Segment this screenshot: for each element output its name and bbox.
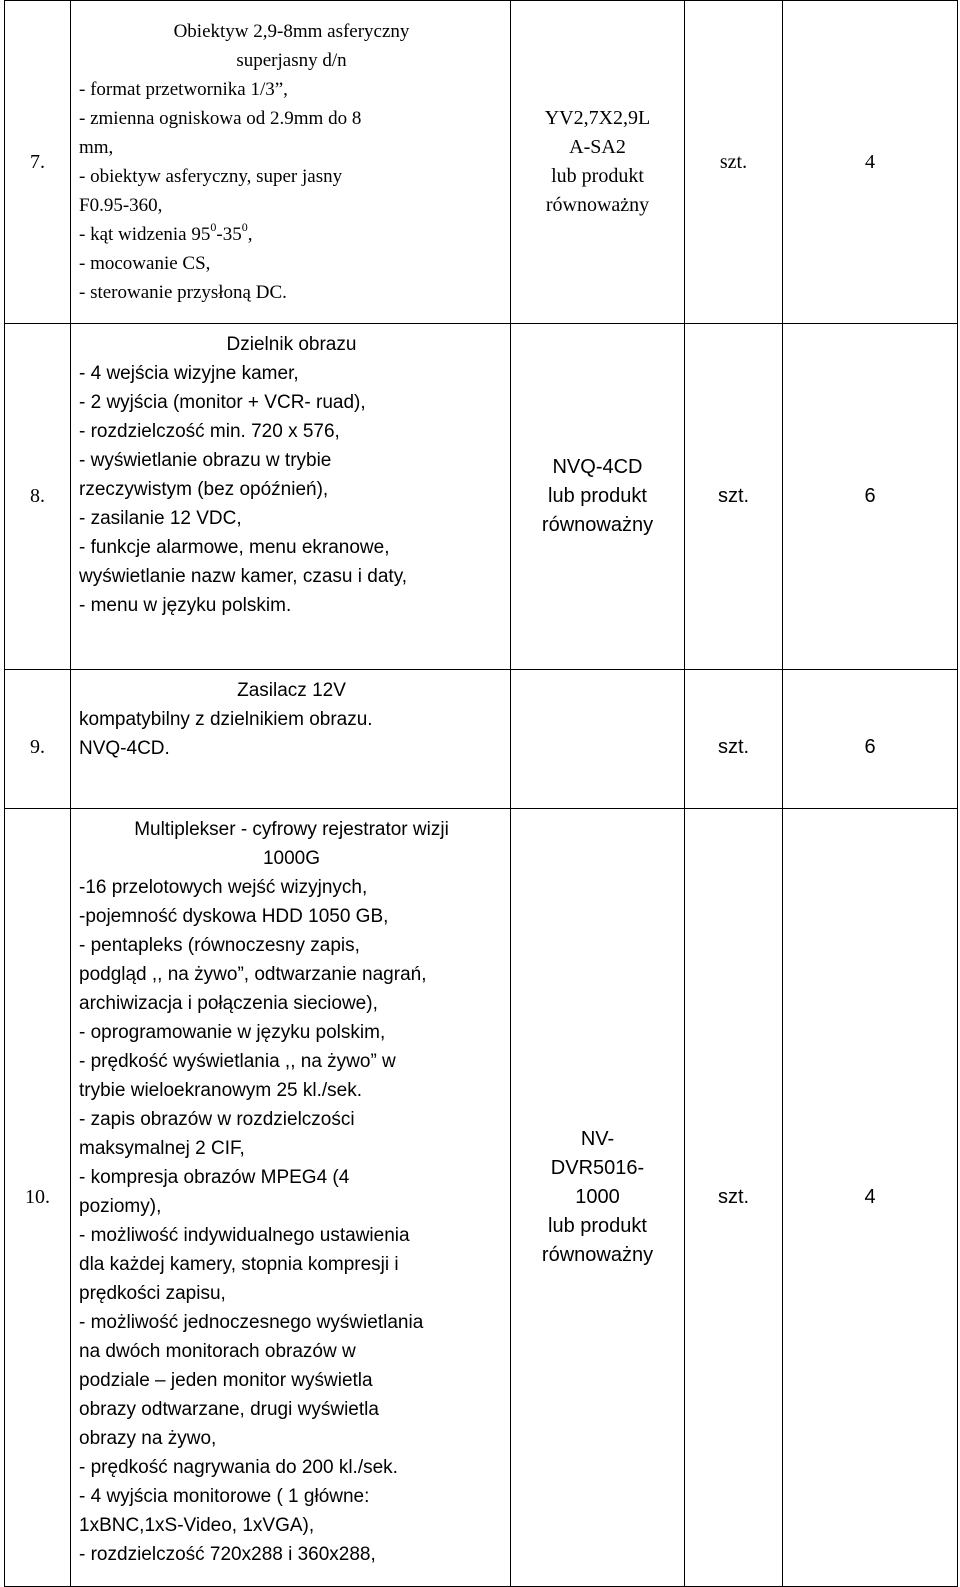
spec-line: podgląd ,, na żywo”, odtwarzanie nagrań,: [79, 964, 427, 985]
item-unit: szt.: [685, 324, 783, 670]
model-line: NVQ-4CD: [552, 456, 643, 478]
spec-line: - prędkość nagrywania do 200 kl./sek.: [79, 1457, 398, 1478]
spec-line: na dwóch monitorach obrazów w: [79, 1341, 356, 1362]
spec-line: - możliwość jednoczesnego wyświetlania: [79, 1312, 424, 1333]
spec-line: obrazy na żywo,: [79, 1428, 217, 1449]
item-model: [511, 324, 685, 670]
item-quantity: 6: [783, 670, 958, 809]
spec-line: trybie wieloekranowym 25 kl./sek.: [79, 1080, 362, 1101]
spec-line: rzeczywistym (bez opóźnień),: [79, 479, 329, 500]
item-description: [71, 1, 511, 324]
angle-end: ,: [247, 224, 253, 245]
description-title-cont: superjasny d/n: [236, 50, 347, 71]
spec-line: - kompresja obrazów MPEG4 (4: [79, 1167, 350, 1188]
model-line: równoważny: [545, 194, 650, 216]
model-line: lub produkt: [548, 1215, 647, 1237]
angle-mid: -35: [216, 224, 242, 245]
item-unit: szt.: [685, 809, 783, 1587]
item-number: 7.: [5, 1, 71, 324]
spec-line: -16 przelotowych wejść wizyjnych,: [79, 877, 368, 898]
spec-line: - format przetwornika 1/3”,: [79, 79, 288, 100]
spec-line: - rozdzielczość min. 720 x 576,: [79, 421, 340, 442]
spec-line: wyświetlanie nazw kamer, czasu i daty,: [79, 566, 408, 587]
description-title: Dzielnik obrazu: [226, 334, 357, 355]
description-title: Zasilacz 12V: [237, 680, 346, 701]
spec-line: - zmienna ogniskowa od 2.9mm do 8: [79, 108, 362, 129]
spec-line: 1xBNC,1xS-Video, 1xVGA),: [79, 1515, 315, 1536]
spec-line-angle: [79, 220, 504, 249]
item-description: [71, 809, 511, 1587]
spec-line: - menu w języku polskim.: [79, 595, 292, 616]
spec-line: - możliwość indywidualnego ustawienia: [79, 1225, 410, 1246]
spec-line: F0.95-360,: [79, 195, 163, 216]
table-row-9: [5, 670, 958, 809]
item-quantity: 6: [783, 324, 958, 670]
spec-line: - sterowanie przysłoną DC.: [79, 282, 287, 303]
spec-line: obrazy odtwarzane, drugi wyświetla: [79, 1399, 379, 1420]
spec-line: - mocowanie CS,: [79, 253, 211, 274]
degree-sup: 0: [241, 220, 248, 234]
specification-table: [4, 0, 958, 1587]
spec-line: NVQ-4CD.: [79, 738, 170, 759]
spec-line: - zasilanie 12 VDC,: [79, 508, 242, 529]
item-quantity: 4: [783, 809, 958, 1587]
model-line: A-SA2: [569, 136, 626, 158]
model-line: DVR5016-: [550, 1157, 645, 1179]
item-quantity: 4: [783, 1, 958, 324]
spec-line: prędkości zapisu,: [79, 1283, 226, 1304]
spec-line: archiwizacja i połączenia sieciowe),: [79, 993, 378, 1014]
spec-line: podziale – jeden monitor wyświetla: [79, 1370, 373, 1391]
model-line: równoważny: [541, 514, 654, 536]
item-number: 9.: [5, 670, 71, 809]
spec-line: - prędkość wyświetlania ,, na żywo” w: [79, 1051, 396, 1072]
model-line: lub produkt: [548, 485, 647, 507]
item-description: [71, 324, 511, 670]
description-title: Obiektyw 2,9-8mm asferyczny: [173, 21, 410, 42]
table-row-10: [5, 809, 958, 1587]
spec-line: - oprogramowanie w języku polskim,: [79, 1022, 386, 1043]
item-number: 10.: [5, 809, 71, 1587]
spec-line: poziomy),: [79, 1196, 162, 1217]
spec-line: maksymalnej 2 CIF,: [79, 1138, 245, 1159]
item-model: [511, 1, 685, 324]
spec-line: - zapis obrazów w rozdzielczości: [79, 1109, 355, 1130]
description-title: Multiplekser - cyfrowy rejestrator wizji: [134, 819, 449, 840]
item-model: [511, 670, 685, 809]
spec-line: - 2 wyjścia (monitor + VCR- ruad),: [79, 392, 366, 413]
model-line: równoważny: [541, 1244, 654, 1266]
spec-line: - 4 wyjścia monitorowe ( 1 główne:: [79, 1486, 370, 1507]
angle-text: - kąt widzenia 95: [79, 224, 211, 245]
model-line: 1000: [575, 1186, 620, 1208]
spec-line: -pojemność dyskowa HDD 1050 GB,: [79, 906, 389, 927]
model-line: lub produkt: [551, 165, 644, 187]
spec-line: - funkcje alarmowe, menu ekranowe,: [79, 537, 390, 558]
item-number: 8.: [5, 324, 71, 670]
description-title-cont: 1000G: [262, 848, 321, 869]
spec-line: - pentapleks (równoczesny zapis,: [79, 935, 360, 956]
item-model: [511, 809, 685, 1587]
spec-line: kompatybilny z dzielnikiem obrazu.: [79, 709, 373, 730]
item-unit: szt.: [685, 1, 783, 324]
spec-line: - obiektyw asferyczny, super jasny: [79, 166, 343, 187]
item-description: [71, 670, 511, 809]
item-unit: szt.: [685, 670, 783, 809]
spec-line: mm,: [79, 137, 114, 158]
spec-line: - 4 wejścia wizyjne kamer,: [79, 363, 299, 384]
table-row-7: [5, 1, 958, 324]
spec-line: - wyświetlanie obrazu w trybie: [79, 450, 332, 471]
table-row-8: [5, 324, 958, 670]
spec-line: - rozdzielczość 720x288 i 360x288,: [79, 1544, 376, 1565]
spec-line: dla każdej kamery, stopnia kompresji i: [79, 1254, 399, 1275]
model-line: YV2,7X2,9L: [544, 107, 651, 129]
model-line: NV-: [580, 1128, 615, 1150]
degree-sup: 0: [210, 220, 217, 234]
